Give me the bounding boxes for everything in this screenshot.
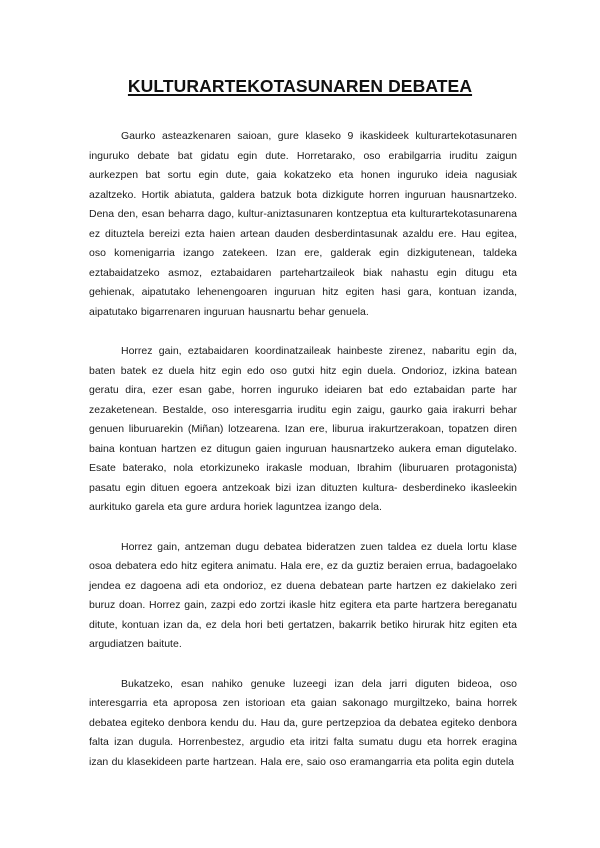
paragraph-1: Gaurko asteazkenaren saioan, gure klaseko 9 ikaskideek kulturartekotasunaren inguruko debate bat gidatu egin dute. Horretarako, oso erabilgarria iruditu zaigun aurkezpen bat sortu egin dute, gaia kokatzeko eta honen inguruko ideia nagusiak azaltzeko. Hortik abiatuta, galdera batzuk bota dizkigute horren inguruan hausnartzeko. Dena den, esan beharra dago, kultur-aniztasunaren kontzeptua eta kulturartekotasunarena ez dituztela bereizi ezta haien artean dauden desberdintasunak azaldu ere. Hau egitea, oso komenigarria izango zatekeen. Izan ere, galderak egin dizkigutenean, taldeka eztabaidatzeko asmoz, eztabaidaren partehartzaileok biak nahastu egin ditugu eta gehienak, aipatutako lehenengoaren inguruan hitz egiten hasi gara, kontuan izanda, aipatutako bigarrenaren inguruan hausnartu behar genuela. [89,130,517,318]
paragraph-2: Horrez gain, eztabaidaren koordinatzaileak hainbeste zirenez, nabaritu egin da, baten batek ez duela hitz egin edo oso gutxi hitz egin duela. Ondorioz, izkina batean geratu dira, ezer esan gabe, horren inguruko ideiaren bat edo eztabaidan parte har zezaketenean. Bestalde, oso interesgarria iruditu egin zaigu, gaurko gaia irakurri behar genuen liburuarekin (Miñan) lotzearena. Izan ere, liburua irakurtzerakoan, topatzen diren baina kontuan hartzen ez ditugun gaien inguruan hausnartzeko aukera eman digutelako. Esate baterako, nola etorkizuneko irakasle moduan, Ibrahim (liburuaren protagonista) pasatu egin dituen egoera antzekoak bizi izan dituzten kultura- desberdineko ikasleekin aurkituko garela eta gure ardura horiek laguntzea izango dela. [89,345,517,513]
paragraph-3: Horrez gain, antzeman dugu debatea bideratzen zuen taldea ez duela lortu klase osoa debatera edo hitz egitera animatu. Hala ere, ez da guztiz beraien errua, badagoelako jendea ez dagoena adi eta ondorioz, ez duena debatean parte hartzen ez dakielako zeri buruz doan. Horrez gain, zazpi edo zortzi ikasle hitz egitera eta parte hartzera bereganatu ditute, kontuan izan da, ez dela hori beti gertatzen, bakarrik betiko hirurak hitz egiten eta argudiatzen baitute. [89,540,517,650]
document-body [89,127,517,792]
paragraph-4: Bukatzeko, esan nahiko genuke luzeegi izan dela jarri diguten bideoa, oso interesgarria eta aproposa zen istorioan eta gaian sakonago murgiltzeko, baina horrek debatea egiteko denbora kendu du. Hau da, gure pertzepzioa da debatea egiteko denbora falta izan dugula. Horrenbestez, argudio eta iritzi falta sumatu dugu eta horrek eragina izan du klasekideen parte hartzean. Hala ere, saio oso eramangarria eta polita egin dutela [89,677,517,768]
page-title: KULTURARTEKOTASUNAREN DEBATEA [127,76,473,96]
